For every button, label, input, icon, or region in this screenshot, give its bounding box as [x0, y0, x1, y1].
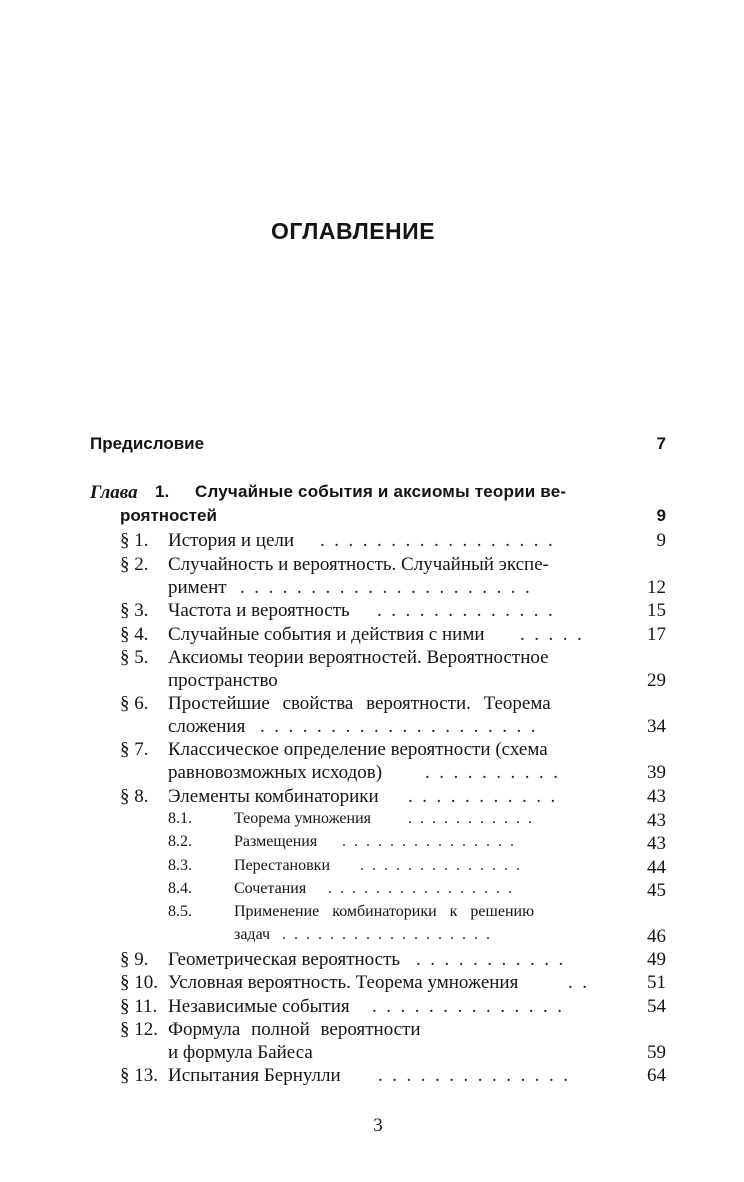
leader-dots: . .: [568, 972, 587, 993]
section-number: § 7.: [120, 739, 149, 760]
leader-dots: . . . . . . . . . . . . . . . .: [328, 880, 512, 897]
toc-subentry[interactable]: [0, 903, 744, 927]
toc-entry-preface[interactable]: [0, 434, 744, 458]
section-number: § 11.: [120, 996, 158, 1017]
toc-entry[interactable]: [0, 786, 744, 810]
section-page: 17: [647, 624, 666, 645]
section-title: Элементы комбинаторики: [168, 786, 379, 807]
section-title-cont: пространство: [168, 670, 278, 691]
toc-entry-cont[interactable]: [0, 762, 744, 786]
section-title-cont: и формула Байеса: [168, 1042, 313, 1063]
section-title: Формула полной вероятности: [168, 1019, 421, 1040]
leader-dots: . . . . . . . . . . . . . .: [360, 857, 520, 874]
toc-entry[interactable]: [0, 996, 744, 1020]
toc-entry[interactable]: [0, 1065, 744, 1089]
subsection-page: 45: [647, 880, 666, 901]
section-title: Случайность и вероятность. Случайный экспе-: [168, 554, 549, 575]
section-title-cont: сложения: [168, 716, 246, 737]
leader-dots: . . . . . . . . . . . . . . . . . .: [282, 926, 490, 943]
section-number: § 3.: [120, 600, 149, 621]
toc-entry-page: 7: [656, 434, 666, 453]
toc-chapter-heading-cont[interactable]: [0, 506, 744, 530]
section-number: § 10.: [120, 972, 158, 993]
section-page: 54: [647, 996, 666, 1017]
section-title: Независимые события: [168, 996, 350, 1017]
leader-dots: . . . . . . . . . . . . . .: [372, 996, 562, 1017]
section-title: Частота и вероятность: [168, 600, 350, 621]
leader-dots: . . . . . . . . . . .: [408, 786, 556, 807]
toc-entry[interactable]: [0, 949, 744, 973]
subsection-number: 8.2.: [168, 833, 192, 850]
section-title: Испытания Бернулли: [168, 1065, 341, 1086]
section-number: § 1.: [120, 530, 149, 551]
subsection-number: 8.4.: [168, 880, 192, 897]
subsection-title: Размещения: [234, 833, 318, 850]
chapter-title-line2: роятностей: [120, 506, 217, 525]
section-title-cont: римент: [168, 577, 227, 598]
toc-entry-cont[interactable]: [0, 577, 744, 601]
subsection-title: Сочетания: [234, 880, 307, 897]
section-title: Простейшие свойства вероятности. Теорема: [168, 693, 551, 714]
leader-dots: . . . . . . . . . . . . . . . . . . . . .: [240, 577, 530, 598]
toc-subentry[interactable]: [0, 857, 744, 881]
section-number: § 8.: [120, 786, 149, 807]
section-title: Случайные события и действия с ними: [168, 624, 485, 645]
leader-dots: . . . . . . . . . . .: [408, 810, 532, 827]
toc-entry[interactable]: [0, 624, 744, 648]
leader-dots: . . . . . . . . . . . . . .: [378, 1065, 568, 1086]
toc-chapter-heading[interactable]: [0, 482, 744, 506]
page-title: ОГЛАВЛЕНИЕ: [270, 218, 436, 244]
subsection-number: 8.1.: [168, 810, 192, 827]
subsection-title: Теорема умножения: [234, 810, 371, 827]
toc-entry[interactable]: [0, 693, 744, 717]
leader-dots: . . . . . . . . . .: [425, 762, 558, 783]
subsection-title-cont: задач: [234, 926, 271, 943]
leader-dots: . . . . . . . . . . .: [416, 949, 564, 970]
toc-entry[interactable]: [0, 1019, 744, 1043]
subsection-page: 43: [647, 833, 666, 854]
leader-dots: . . . . . . . . . . . . . . .: [342, 833, 514, 850]
leader-dots: . . . . . . . . . . . . . . . . .: [320, 530, 553, 551]
toc-entry[interactable]: [0, 600, 744, 624]
section-page: 51: [647, 972, 666, 993]
section-page: 29: [647, 670, 666, 691]
section-page: 12: [647, 577, 666, 598]
toc-entry[interactable]: [0, 972, 744, 996]
section-number: § 4.: [120, 624, 149, 645]
subsection-number: 8.5.: [168, 903, 192, 920]
leader-dots: . . . . . . . . . . . . . . . . . . . .: [260, 716, 536, 737]
section-number: § 6.: [120, 693, 149, 714]
section-number: § 12.: [120, 1019, 158, 1040]
chapter-prefix: Глава: [90, 482, 138, 503]
page-number: 3: [373, 1115, 383, 1136]
section-page: 49: [647, 949, 666, 970]
section-title: Аксиомы теории вероятностей. Вероятностное: [168, 647, 549, 668]
chapter-title-line1: Случайные события и аксиомы теории ве-: [195, 482, 567, 501]
section-title: История и цели: [168, 530, 295, 551]
section-title-cont: равновозможных исходов): [168, 762, 383, 783]
section-page: 64: [647, 1065, 666, 1086]
section-number: § 13.: [120, 1065, 158, 1086]
toc-subentry[interactable]: [0, 833, 744, 857]
toc-subentry[interactable]: [0, 880, 744, 904]
toc-entry-label: Предисловие: [90, 434, 205, 453]
subsection-page: 46: [647, 926, 666, 947]
toc-entry[interactable]: [0, 554, 744, 578]
chapter-page: 9: [656, 506, 666, 525]
section-page: 59: [647, 1042, 666, 1063]
subsection-title: Применение комбинаторики к решению: [234, 903, 535, 920]
subsection-number: 8.3.: [168, 857, 192, 874]
leader-dots: . . . . . . . . . . . . .: [377, 600, 553, 621]
section-number: § 2.: [120, 554, 149, 575]
toc-entry-cont[interactable]: [0, 1042, 744, 1066]
toc-entry[interactable]: [0, 530, 744, 554]
section-page: 9: [656, 530, 666, 551]
section-page: 34: [647, 716, 666, 737]
section-number: § 5.: [120, 647, 149, 668]
section-page: 39: [647, 762, 666, 783]
section-title: Геометрическая вероятность: [168, 949, 401, 970]
toc-entry-cont[interactable]: [0, 716, 744, 740]
section-number: § 9.: [120, 949, 149, 970]
chapter-number: 1.: [155, 482, 170, 501]
subsection-title: Перестановки: [234, 857, 330, 874]
subsection-page: 44: [647, 857, 666, 878]
section-title: Классическое определение вероятности (схема: [168, 739, 548, 760]
toc-entry[interactable]: [0, 647, 744, 671]
section-page: 43: [647, 786, 666, 807]
toc-entry[interactable]: [0, 739, 744, 763]
toc-subentry-cont[interactable]: [0, 926, 744, 950]
leader-dots: . . . . .: [520, 624, 582, 645]
section-title: Условная вероятность. Теорема умножения: [168, 972, 519, 993]
subsection-page: 43: [647, 810, 666, 831]
toc-entry-cont[interactable]: [0, 670, 744, 694]
section-page: 15: [647, 600, 666, 621]
toc-subentry[interactable]: [0, 810, 744, 834]
